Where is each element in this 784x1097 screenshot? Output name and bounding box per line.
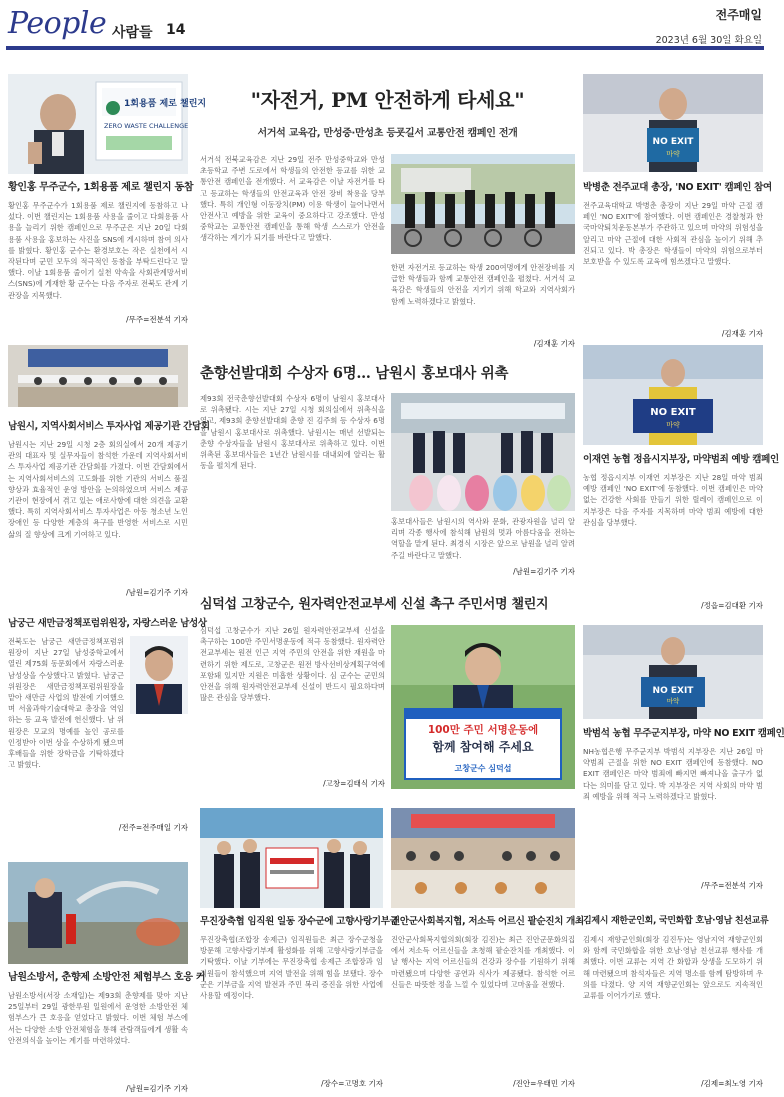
headline-chunhyang: 춘향선발대회 수상자 6명… 남원시 홍보대사 위촉 xyxy=(200,365,509,382)
svg-text:마약: 마약 xyxy=(666,150,680,158)
headline-no-exit-jeongeup: 이재연 농협 정읍시지부장, 마약범죄 예방 캠페인 xyxy=(583,454,779,465)
photo-gochang-petition xyxy=(391,625,575,789)
svg-text:고창군수 심덕섭: 고창군수 심덕섭 xyxy=(454,764,512,773)
byline-chunhyang: /남원=김기주 기자 xyxy=(513,567,575,576)
photo-elders xyxy=(391,808,575,908)
header-rule xyxy=(6,46,764,50)
byline-fire-safety: /남원=김기주 기자 xyxy=(126,1084,188,1093)
body-bike-safety-right: 한편 자전거로 등교하는 학생 200여명에게 안전장비를 지급한 학생들과 함께 교통안전 캠페인을 펼쳤다. 서거석 교육감은 학생들의 안전을 지키기 위해 학교와 지역사회가 함께 노력하겠다고 밝혔다. xyxy=(391,263,575,306)
headline-bike-safety: "자전거, PM 안전하게 타세요" xyxy=(250,88,525,112)
svg-text:ZERO WASTE CHALLENGE: ZERO WASTE CHALLENGE xyxy=(104,122,189,130)
body-zero-waste: 황인홍 무주군수가 1회용품 제로 챌린지에 동참하고 나섰다. 이번 챌린지는 1회용품 사용을 줄이고 다회용품 사용을 늘리기 위한 캠페인으로 무주군은 지난 20일 다회용품 사용을 홍보하는 사진을 SNS에 게시하며 참여 의사를 밝혔다. 황인홍 군수는 환경보호는 작은 실천에서 시작된다며 군민 모두의 적극적인 동참을 부탁드린다고 말했다. 이날 1회용품 줄이기 실천 약속을 사회관계망서비스(SNS)에 게재한 황 군수는 다음 주자로 전북도 관계 기관장을 지목했다. xyxy=(8,201,188,300)
byline-gochang: /고창=김태식 기자 xyxy=(323,779,385,788)
byline-gimje: /김제=최노영 기자 xyxy=(701,1079,763,1088)
svg-text:마약: 마약 xyxy=(666,421,680,429)
byline-donation: /장수=고명호 기자 xyxy=(321,1079,383,1088)
photo-bike-safety xyxy=(391,154,575,254)
section-title: 사람들 xyxy=(112,25,153,41)
body-no-exit-jeongeup: 농협 정읍시지부 이재연 지부장은 지난 28일 마약 범죄 예방 캠페인 'NO EXIT'에 동참했다. 이번 캠페인은 마약 없는 건강한 사회를 만들기 위한 릴레이 캠페인으로 이 지부장은 다음 주자를 지목하며 마약 범죄 예방에 대한 관심을 당부했다. xyxy=(583,473,763,527)
photo-no-exit-muju xyxy=(583,625,763,719)
svg-text:마약: 마약 xyxy=(666,697,680,705)
photo-no-exit-jeonju xyxy=(583,74,763,172)
body-chunhyang-left: 제93회 전국춘향선발대회 수상자 6명이 남원시 홍보대사로 위촉됐다. 시는 지난 27일 시청 회의실에서 위촉식을 열고, 제93회 춘향선발대회 춘향 진 김주희 등 수상자 6명을 남원시 홍보대사로 위촉했다. 남원시는 매년 선발되는 춘향 수상자들을 남원시 홍보대사로 위촉하고 있다. 이번 위촉된 홍보대사들은 1년간 남원시를 대내외에 알리는 활동을 펼치게 된다. xyxy=(200,394,385,471)
svg-text:NO EXIT: NO EXIT xyxy=(652,137,694,147)
headline-zero-waste: 황인홍 무주군수, 1회용품 제로 챌린지 동참 xyxy=(8,182,194,193)
issue-date: 2023년 6월 30일 화요일 xyxy=(655,35,762,46)
photo-no-exit-jeongeup xyxy=(583,345,763,445)
svg-text:함께 참여해 주세요: 함께 참여해 주세요 xyxy=(432,740,534,754)
svg-text:NO EXIT: NO EXIT xyxy=(652,686,694,696)
body-bike-safety-left: 서거석 전북교육감은 지난 29일 전주 만성중학교와 만성초등학교 주변 도로에서 학생들의 안전한 등교를 위한 교통안전 캠페인을 전개했다. 서 교육감은 이날 자전거를 타고 등교하는 학생들의 안전교육과 안전 장비 착용을 당부했다. 특히 개인형 이동장치(PM) 이용 학생이 늘어나면서 안전사고 예방을 위한 교육이 중요하다고 강조했다. 만성중학교는 교통안전 캠페인을 통해 학생 스스로가 안전을 생각하는 계기가 되기를 바란다고 말했다. xyxy=(200,155,385,243)
headline-elders: 진안군사회복지협, 저소득 어르신 팥순진치 개최 xyxy=(391,916,584,927)
subhead-bike-safety: 서거석 교육감, 만성중·만성초 등굣길서 교통안전 캠페인 전개 xyxy=(257,128,518,139)
byline-elders: /진안=우태민 기자 xyxy=(513,1079,575,1088)
body-gimje: 김제시 재향군인회(회장 김진두)는 영남지역 재향군인회와 함께 국민화합을 위한 호남·영남 친선교류 행사를 개최했다. 이번 교류는 지역 간 화합과 상생을 도모하기 위해 마련됐으며 참석자들은 지역 명소를 함께 탐방하며 우의를 다졌다. 양 지역 재향군인회는 앞으로도 지속적인 교류를 이어가기로 했다. xyxy=(583,935,763,1001)
svg-text:1회용품 제로 챌린지: 1회용품 제로 챌린지 xyxy=(124,99,207,109)
photo-donation xyxy=(200,808,383,908)
headline-namgung: 남궁근 새만금정책포럼위원장, 자랑스러운 남성상 xyxy=(8,618,207,629)
byline-bike-safety: /김재훈 기자 xyxy=(533,339,575,348)
masthead xyxy=(0,0,770,60)
headline-namwon-meeting: 남원시, 지역사회서비스 투자사업 제공기관 간담회 xyxy=(8,421,210,432)
photo-namwon-meeting xyxy=(8,345,188,407)
photo-fire-safety xyxy=(8,862,188,964)
body-elders: 진안군사회복지협의회(회장 김진)는 최근 진안군문화의집에서 저소득 어르신들을 초청해 팥순잔치를 개최했다. 이날 행사는 지역 어르신들의 건강과 장수를 기원하기 위해 마련됐으며 다양한 공연과 식사가 제공됐다. 참석한 어르신들은 따뜻한 정을 느낄 수 있었다며 고마움을 전했다. xyxy=(391,935,575,989)
svg-text:100만 주민 서명운동에: 100만 주민 서명운동에 xyxy=(427,724,539,736)
headline-fire-safety: 남원소방서, 춘향제 소방안전 체험부스 호응 커 xyxy=(8,972,206,983)
headline-no-exit-muju: 박범석 농협 무주군지부장, 마약 NO EXIT 캠페인 xyxy=(583,728,784,739)
body-gochang: 심덕섭 고창군수가 지난 26일 원자력안전교부세 신설을 촉구하는 100만 주민서명운동에 적극 동참했다. 원자력안전교부세는 원전 인근 지역 주민의 안전을 위한 재원을 마련하기 위한 제도로, 고창군은 원전 방사선비상계획구역에 포함돼 있지만 지원은 미흡한 상황이다. 심 군수는 군민의 안전을 위해 원자력안전교부세 신설이 반드시 필요하다며 많은 관심을 당부했다. xyxy=(200,626,385,703)
section-brand: People xyxy=(8,6,107,41)
byline-no-exit-muju: /무주=전분석 기자 xyxy=(701,881,763,890)
body-chunhyang-right: 홍보대사들은 남원시의 역사와 문화, 관광자원을 널리 알리며 각종 행사에 참석해 남원의 멋과 아름다움을 전하는 역할을 맡게 된다. 최경식 시장은 앞으로 남원을 널리 알려주길 바란다고 말했다. xyxy=(391,517,575,560)
photo-chunhyang xyxy=(391,393,575,511)
body-no-exit-muju: NH농협은행 무주군지부 박범석 지부장은 지난 26일 마약범죄 근절을 위한 NO EXIT 캠페인에 동참했다. NO EXIT 캠페인은 마약 범죄에 빠지면 빠져나올 출구가 없다는 의미를 담고 있다. 박 지부장은 지역 사회의 마약 범죄 예방을 위해 적극 노력하겠다고 밝혔다. xyxy=(583,747,763,801)
headline-donation: 무진장축협 임직원 일동 장수군에 고향사랑기부금 xyxy=(200,916,399,927)
headline-gochang: 심덕섭 고창군수, 원자력안전교부세 신설 촉구 주민서명 챌린지 xyxy=(200,597,549,612)
body-no-exit-jeonju: 전주교육대학교 박병춘 총장이 지난 29일 마약 근절 캠페인 'NO EXIT'에 참여했다. 이번 캠페인은 경찰청과 한국마약퇴치운동본부가 주관하고 있으며 마약의 위험성을 알리고 마약 근절에 대한 사회적 관심을 높이기 위해 추진되고 있다. 박 총장은 학생들이 마약의 위험으로부터 보호받을 수 있도록 교육에 힘쓰겠다고 말했다. xyxy=(583,201,763,267)
byline-zero-waste: /무주=전분석 기자 xyxy=(126,315,188,324)
photo-namgung-portrait xyxy=(130,636,188,714)
svg-text:NO EXIT: NO EXIT xyxy=(650,407,696,418)
byline-no-exit-jeongeup: /정읍=김대환 기자 xyxy=(701,601,763,610)
photo-zero-waste xyxy=(8,74,207,174)
headline-gimje: 김제시 재한군인회, 국민화합 호남·영남 친선교류 xyxy=(583,916,769,926)
newspaper-name: 전주매일 xyxy=(715,8,762,22)
byline-namwon-meeting: /남원=김기주 기자 xyxy=(126,588,188,597)
body-fire-safety: 남원소방서(서장 소재일)는 제93회 춘향제를 맞아 지난 25일부터 29일 광한루원 일원에서 운영한 소방안전 체험부스가 큰 호응을 얻었다고 밝혔다. 이번 체험 부스에서는 다양한 소방 안전체험을 통해 관람객들에게 생활 속 안전의식을 높이는 계기를 마련하였다. xyxy=(8,991,188,1045)
byline-no-exit-jeonju: /김재훈 기자 xyxy=(721,329,763,338)
headline-no-exit-jeonju: 박병춘 전주교대 총장, 'NO EXIT' 캠페인 참여 xyxy=(583,182,772,193)
body-donation: 무진장축협(조합장 송제근) 임직원들은 최근 장수군청을 방문해 고향사랑기부제 활성화를 위해 고향사랑기부금을 기탁했다. 이날 기부에는 무진장축협 송제근 조합장과 임직원들이 참석했으며 지역 발전을 위해 힘을 보탰다. 장수군은 기부금을 지역 발전과 주민 복리 증진을 위한 사업에 사용할 예정이다. xyxy=(200,935,383,1001)
page-number: 14 xyxy=(166,22,186,38)
body-namwon-meeting: 남원시는 지난 29일 시청 2층 회의실에서 20개 제공기관의 대표자 및 실무자들이 참석한 가운데 지역사회서비스 투자사업 제공기관 간담회를 가졌다. 이번 간담회에서는 지역사회서비스의 고도화를 위한 기관의 서비스 품질 향상과 효율적인 운영 방안을 논의하였으며 서비스 제공기관이 현장에서 겪고 있는 애로사항에 대한 의견을 교환했다. 특히 지역사회서비스 투자사업은 아동 청소년 노인 장애인 등 다양한 계층의 욕구를 반영한 서비스로 시민 삶의 질 향상에 크게 기여하고 있다. xyxy=(8,440,188,539)
body-namgung: 전북도는 남궁근 새만금정책포럼위원장이 지난 27일 남성중학교에서 열린 제75회 동문회에서 자랑스러운 남성상을 수상했다고 밝혔다. 남궁근 위원장은 새만금정책포럼위원장을 맡아 새만금 사업의 발전에 기여했으며 서울과학기술대학교 총장을 역임하는 등 교육 발전에 헌신했다. 남 위원장은 모교의 명예를 높인 공로를 인정받아 이번 상을 수상하게 됐으며 후배들을 위한 장학금을 기탁하겠다고 밝혔다. xyxy=(8,637,124,770)
byline-namgung: /전주=전주매일 기자 xyxy=(118,823,188,832)
